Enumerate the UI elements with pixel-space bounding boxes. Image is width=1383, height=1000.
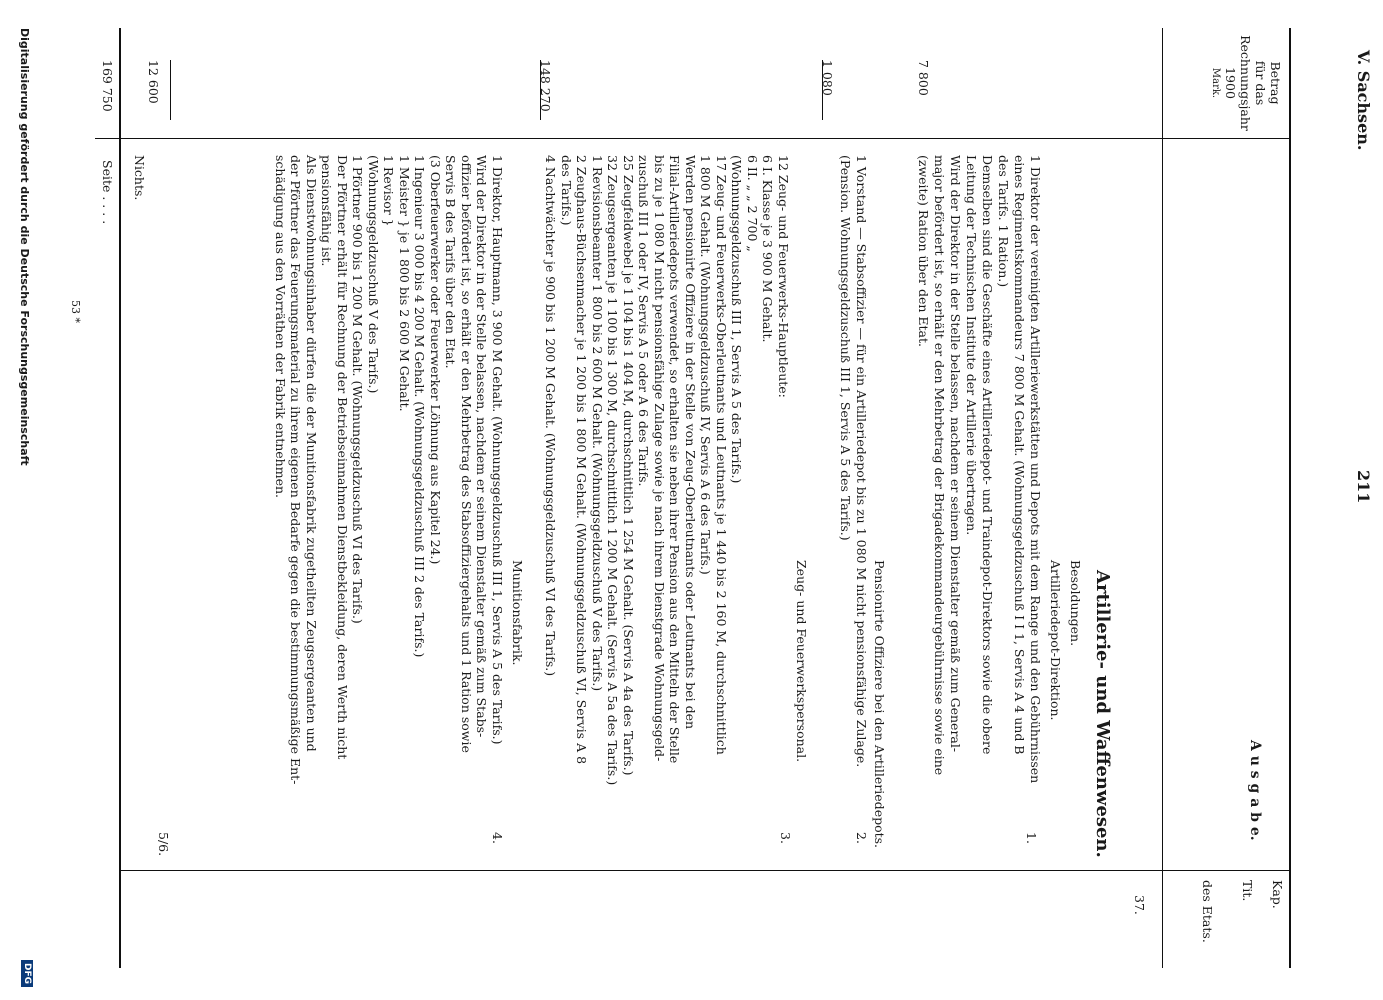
rule-bottom — [119, 28, 121, 968]
digitization-note: Digitalisierung gefördert durch die Deutsche Forschungsgemeinschaft — [18, 28, 31, 466]
section-4-heading: Munitionsfabrik. — [510, 560, 525, 666]
col-kap: Kap. — [1270, 880, 1285, 909]
kap-number: 37. — [1132, 895, 1147, 915]
section-4-text: 1 Direktor, Hauptmann, 3 900 M Gehalt. (Wohnungsgeldzuschuß III 1, Servis A 5 des Tarifs.) Wird der Direktor in der Stelle belassen, nachdem er seinem Dienstalter gemäß zum Stabs- offizier befördert ist, so erhält er den Mehrbetrag des Stabsoffiziergehalts und 1 Ration sowie Servis B des Tarifs über den Etat. (3 Oberfeuerwerker oder Feuerwerker Löhnung aus Kapitel 24.) 1 Ingenieur 3 000 bis 4 200 M Gehalt. (Wohnungsgeldzuschuß III 2 des Tarifs.) 1 Meister } je 1 800 bis 2 600 M Gehalt. 1 Revisor } (Wohnungsgeldzuschuß V des Tarifs.) 1 Pförtner 900 bis 1 200 M Gehalt. (Wohnungsgeldzuschuß VI des Tarifs.) Der Pförtner erhält für Rechnung der Betriebseinnahmen Dienstbekleidung, deren Werth nicht pensionsfähig ist. Als Dienstwohnungsinhaber dürfen die der Munitionsfabrik zugetheilten Zeugsergeanten und der Pförtner das Feuerungsmaterial zu ihrem eigenen Bedarfe gegen die bestimmungsmäßige Ent- schädigung aus den Vorräthen der Fabrik entnehmen. — [273, 155, 505, 785]
tit-3: 3. — [778, 832, 793, 844]
page-number: 211 — [1354, 470, 1373, 504]
amount-1: 7 800 — [916, 60, 931, 96]
col-tit: Tit. — [1240, 880, 1255, 902]
heading-ausgabe: A u s g a b e. — [1247, 740, 1263, 841]
subtotal-rule-2 — [822, 60, 823, 120]
seite-label: Seite . . . . — [100, 160, 115, 225]
col-etats: des Etats. — [1200, 880, 1215, 943]
subtotal-rule-3 — [540, 60, 541, 120]
betrag-header: Betrag für das Rechnungsjahr 1900 Mark. — [1210, 35, 1283, 131]
amount-2: 1 080 — [820, 60, 835, 96]
divider-tit — [121, 870, 1291, 871]
amount-4: 12 600 — [146, 60, 161, 104]
tit-5-6: 5/6. — [156, 832, 171, 857]
amount-3: 148 270 — [538, 60, 553, 112]
section-1-text: 1 Direktor der vereinigten Artilleriewerkstätten und Depots mit dem Range und den Gebührnissen eines Regimentskommandeurs 7 800 M Gehalt. (Wohnungsgeldzuschuß I I 1, Servis A 4 und B des Tarifs. 1 Ration.) Demselben sind die Geschäfte eines Artilleriedepot- und Traindepot-Direktors sowie die obere Leitung der Technischen Institute der Artillerie übertragen. Wird der Direktor in der Stelle belassen, nachdem er seinem Dienstalter gemäß zum General- major befördert ist, so erhält er den Mehrbetrag der Brigadekommandeurgebührnisse sowie eine (zweite) Ration über den Etat. — [916, 155, 1043, 784]
sheet-mark: 53 * — [69, 300, 82, 323]
section-1-heading: Artilleriedepot-Direktion. — [1048, 560, 1063, 721]
tit-1: 1. — [1024, 832, 1039, 844]
section-2-heading: Pensionirte Offiziere bei den Artilleriedepots. — [872, 560, 887, 849]
section-3-text: 12 Zeug- und Feuerwerks-Hauptleute: 6 I. Klasse je 3 900 M Gehalt. 6 II. „ „ 2 700 „ (Wohnungsgeldzuschuß III 1, Servis A 5 des Tarifs.) 17 Zeug- und Feuerwerks-Oberleutnants und Leutnants je 1 440 bis 2 160 M, durchschnittlich 1 800 M Gehalt. (Wohnungsgeldzuschuß IV, Servis A 6 des Tarifs.) Werden pensionirte Offiziere in der Stelle von Zeug-Oberleutnants oder Leutnants bei den Filial-Artilleriedepots verwendet, so erhalten sie neben ihrer Pension aus den Mitteln der Stelle bis zu je 1 080 M nicht pensionsfähige Zulage sowie je nach ihrem Dienstgrade Wohnungsgeld- zuschuß III 1 oder IV, Servis A 5 oder A 6 des Tarifs. 25 Zeugfeldwebel je 1 104 bis 1 404 M, durchschnittlich 1 254 M Gehalt. (Servis A 4a des Tarifs.) 32 Zeugsergeanten je 1 100 bis 1 300 M, durchschnittlich 1 200 M Gehalt. (Servis A 5a des Tarifs.) 1 Revisionsbeamter 1 800 bis 2 600 M Gehalt. (Wohnungsgeldzuschuß V des Tarifs.) 2 Zeughaus-Büchsenmacher je 1 200 bis 1 800 M Gehalt. (Wohnungsgeldzuschuß VI, Servis A 8 des Tarifs.) 4 Nachtwächter je 900 bis 1 200 M Gehalt. (Wohnungsgeldzuschuß VI des Tarifs.) — [543, 155, 791, 786]
chapter-subtitle: Besoldungen. — [1068, 560, 1083, 647]
section-3-heading: Zeug- und Feuerwerkspersonal. — [794, 560, 809, 763]
tit-2: 2. — [854, 832, 869, 844]
subtotal-rule-4 — [170, 60, 171, 120]
dfg-badge: DFG — [21, 960, 33, 987]
section-5-6-text: Nichts. — [132, 155, 147, 201]
chapter-title: Artillerie- und Waffenwesen. — [1092, 570, 1113, 858]
tit-4: 4. — [490, 832, 505, 844]
section-2-text: 1 Vorstand — Stabsoffizier — für ein Artilleriedepot bis zu 1 080 M nicht pensionsfähige Zulage. (Pension. Wohnungsgeldzuschuß III 1, Servis A 5 des Tarifs.) — [838, 155, 869, 768]
grand-total: 169 750 — [100, 60, 115, 112]
state-title: V. Sachsen. — [1354, 50, 1373, 151]
rule-header — [1162, 28, 1163, 968]
rule-top — [1289, 28, 1291, 968]
divider-amount — [121, 138, 1291, 139]
footer-divider — [95, 138, 121, 139]
